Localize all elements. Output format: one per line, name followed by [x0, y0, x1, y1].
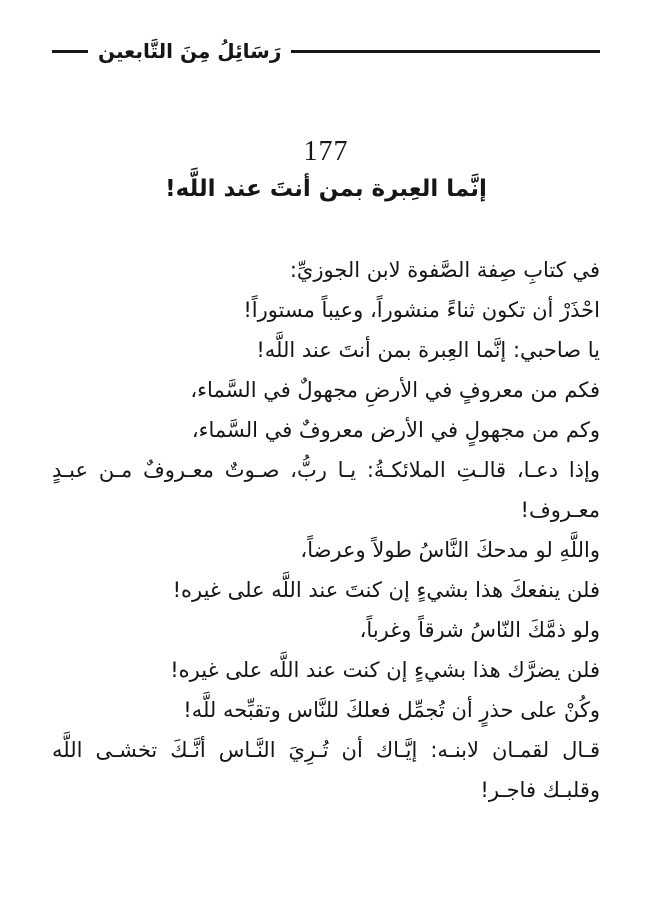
- body-line: فلن ينفعكَ هذا بشيءٍ إن كنتَ عند اللَّه على غيره!: [172, 578, 600, 602]
- body-line: وقلبـك فاجـر!: [480, 778, 600, 802]
- body-line: وكُنْ على حذرٍ أن تُجمِّل فعلكَ للنَّاس وتقبِّحه للَّه!: [183, 698, 600, 722]
- running-head: [52, 38, 600, 64]
- body-line: فكم من معروفٍ في الأرضِ مجهولٌ في السَّماء،: [190, 378, 600, 402]
- body-line: احْذَرْ أن تكون ثناءً منشوراً، وعيباً مستوراً!: [243, 298, 600, 322]
- book-title: رَسَائِلُ مِنَ التَّابعين: [98, 39, 282, 63]
- body-line: في كتابِ صِفة الصَّفوة لابن الجوزيِّ:: [289, 258, 600, 282]
- body-line: يا صاحبي: إنَّما العِبرة بمن أنتَ عند اللَّه!: [256, 338, 600, 362]
- body-line: قـال لقمـان لابنـه: إيَّـاك أن تُـرِيَ النَّـاس أنَّـكَ تخشـى اللَّه: [52, 738, 600, 762]
- body-line: فلن يضرَّك هذا بشيءٍ إن كنت عند اللَّه على غيره!: [170, 658, 600, 682]
- page-number: 177: [303, 136, 349, 167]
- body-text: [52, 250, 600, 810]
- body-line: واللَّهِ لو مدحكَ النَّاسُ طولاً وعرضاً،: [300, 538, 600, 562]
- body-line: وكم من مجهولٍ في الأرض معروفٌ في السَّماء،: [191, 418, 600, 442]
- chapter-title: إنَّما العِبرة بمن أنتَ عند اللَّه!: [165, 176, 487, 202]
- header-dash-rule: [52, 50, 88, 53]
- body-line: معـروف!: [520, 498, 600, 522]
- header-long-rule: [291, 50, 600, 53]
- body-line: وإذا دعـا، قالـتِ الملائكـةُ: يـا ربُّ، صـوتٌ معـروفٌ مـن عبـدٍ: [52, 458, 600, 482]
- body-line: ولو ذمَّكَ النّاسُ شرقاً وغرباً،: [359, 618, 600, 642]
